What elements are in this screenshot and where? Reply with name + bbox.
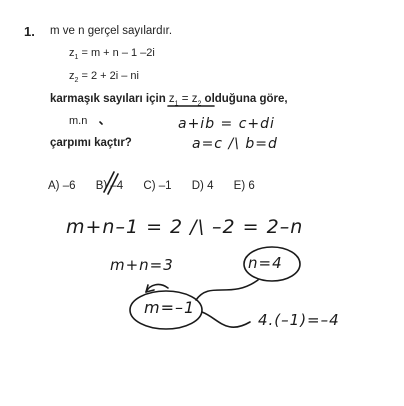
product-expression: m.n (69, 115, 88, 127)
choice-e[interactable]: E) 6 (233, 180, 255, 192)
handwritten-sum: m+n=3 (110, 256, 174, 274)
condition-suffix: olduğuna göre, (201, 93, 288, 105)
z1-symbol: z (69, 47, 75, 59)
z2-expression: = 2 + 2i – ni (78, 70, 139, 82)
small-tick (100, 122, 102, 124)
arrow-curve-to-m (146, 285, 168, 292)
choice-b[interactable]: B) –4 (95, 180, 124, 192)
equation-z2 (69, 70, 139, 84)
choice-c[interactable]: C) –1 (143, 180, 172, 192)
z2-symbol: z (69, 70, 75, 82)
connector-curve-product (202, 312, 250, 327)
condition-equals: = (178, 93, 192, 105)
condition-line (50, 93, 288, 107)
answer-choices (48, 180, 272, 192)
question-ask: çarpımı kaçtır? (50, 137, 132, 149)
z1-subscript: 1 (74, 54, 79, 62)
handwritten-product-calc: 4.(–1)=–4 (258, 311, 340, 329)
condition-z2-sub: 2 (197, 100, 202, 108)
handwritten-equation-line: m+n–1 = 2 /\ –2 = 2–n (66, 216, 304, 238)
condition-prefix: karmaşık sayıları için (50, 93, 169, 105)
question-number: 1. (24, 24, 35, 39)
z1-expression: = m + n – 1 –2i (78, 47, 155, 59)
handwritten-m-value: m=–1 (144, 298, 196, 317)
condition-z1-sub: 1 (174, 100, 179, 108)
condition-z2: z (191, 93, 198, 105)
choice-a[interactable]: A) –6 (48, 180, 76, 192)
condition-z1: z (168, 93, 175, 105)
arrowhead (146, 285, 154, 292)
z2-subscript: 2 (74, 77, 79, 85)
question-stem: m ve n gerçel sayılardır. (50, 25, 173, 37)
connector-curve-n-m (196, 280, 258, 300)
handwritten-note-condition: a=c /\ b=d (192, 136, 278, 152)
handwritten-note-complex-equality: a+ib = c+di (178, 116, 275, 132)
equation-z1 (69, 47, 155, 61)
choice-d[interactable]: D) 4 (191, 180, 214, 192)
handwritten-n-value: n=4 (248, 254, 283, 272)
